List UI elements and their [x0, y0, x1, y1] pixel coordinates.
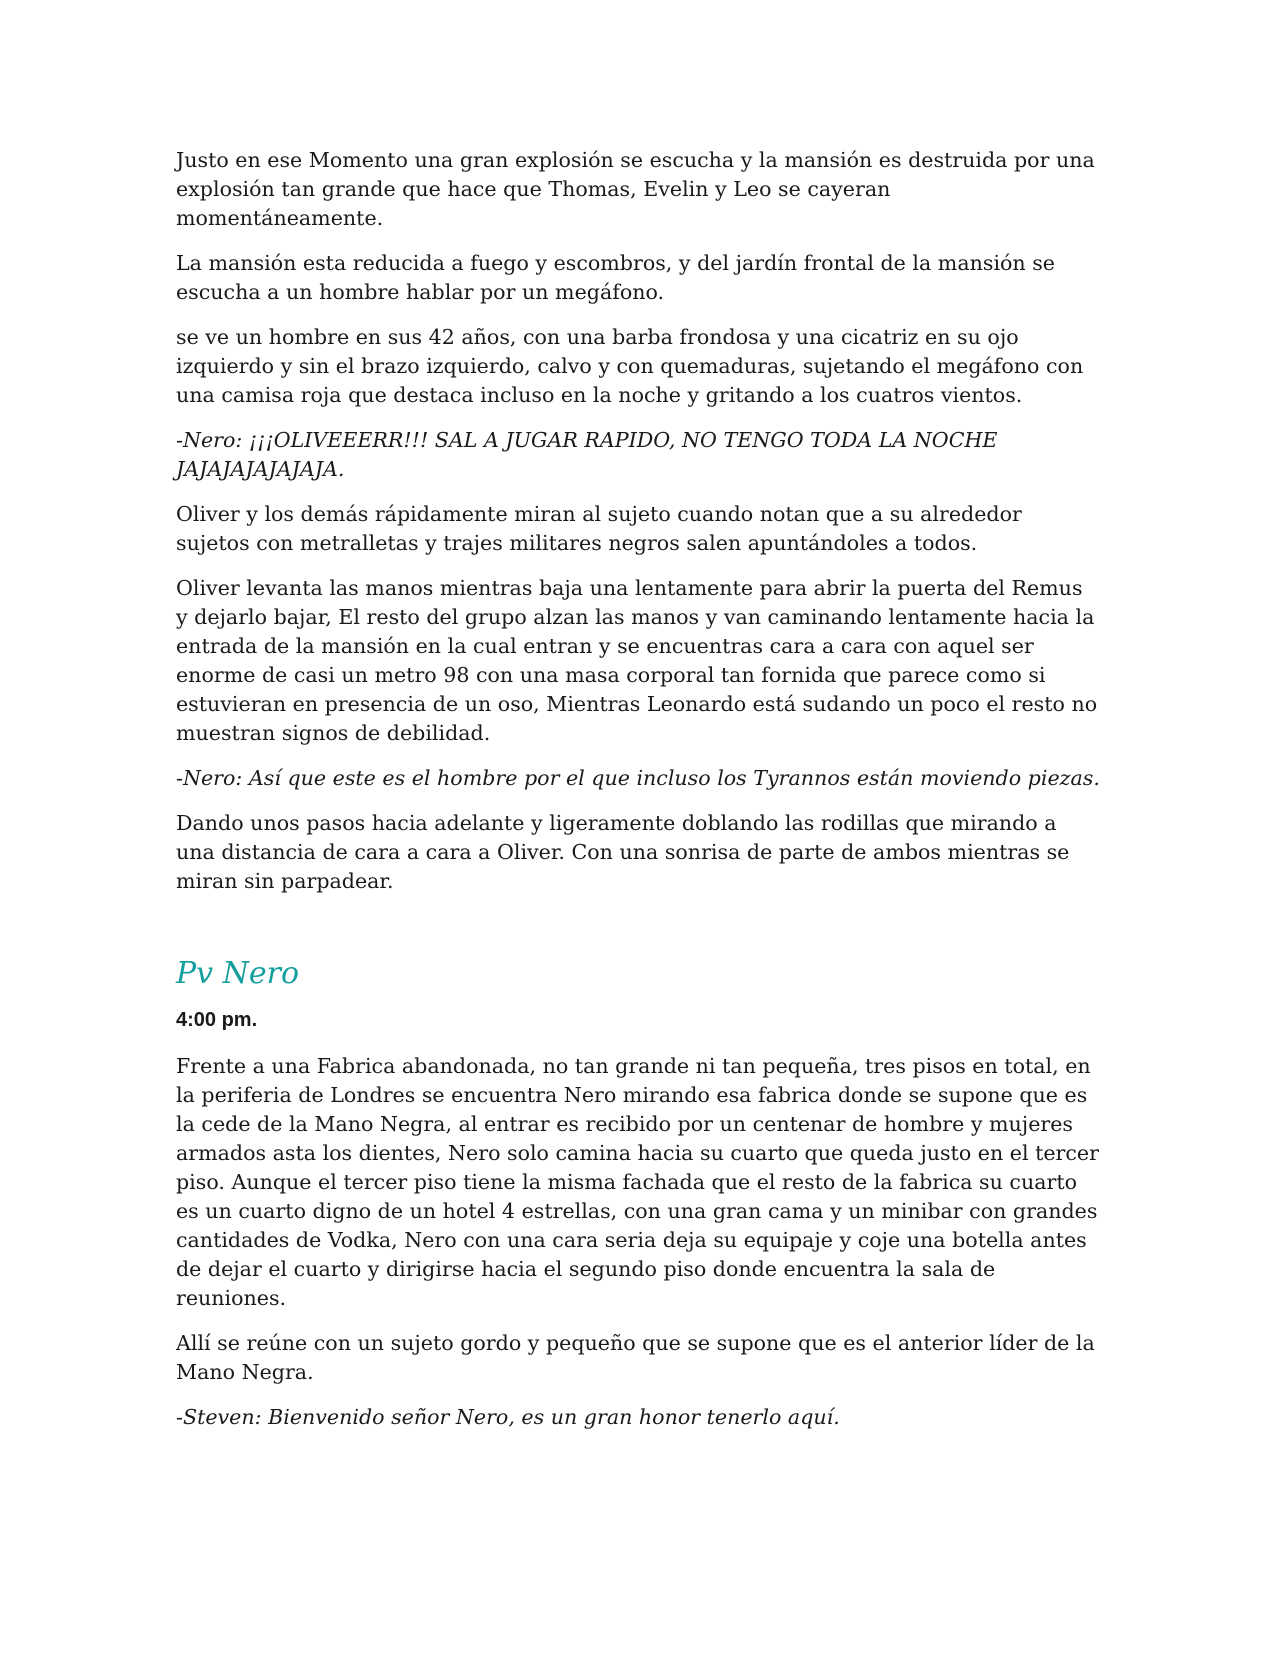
paragraph-dialogue: -Steven: Bienvenido señor Nero, es un gran honor tenerlo aquí. — [176, 1405, 840, 1429]
paragraph-narration: Justo en ese Momento una gran explosión se escucha y la mansión es destruida por una explosión tan grande que hace que Thomas, Evelin y Leo se cayeran momentáneamente. — [176, 148, 1095, 230]
paragraph-narration: se ve un hombre en sus 42 años, con una barba frondosa y una cicatriz en su ojo izquierdo y sin el brazo izquierdo, calvo y con quemaduras, sujetando el megáfono con una camisa roja que destaca incluso en la noche y gritando a los cuatros vientos. — [176, 325, 1084, 407]
paragraph-dialogue: -Nero: Así que este es el hombre por el que incluso los Tyrannos están moviendo piezas. — [176, 766, 1100, 790]
paragraph-narration: Oliver y los demás rápidamente miran al sujeto cuando notan que a su alrededor sujetos con metralletas y trajes militares negros salen apuntándoles a todos. — [176, 502, 1022, 555]
paragraph-narration: La mansión esta reducida a fuego y escombros, y del jardín frontal de la mansión se escucha a un hombre hablar por un megáfono. — [176, 251, 1055, 304]
section-heading: Pv Nero — [176, 956, 300, 991]
time-label: 4:00 pm. — [176, 1009, 258, 1031]
section-spacer — [176, 912, 1100, 952]
paragraph-narration: Allí se reúne con un sujeto gordo y pequeño que se supone que es el anterior líder de la Mano Negra. — [176, 1331, 1095, 1384]
paragraph-narration: Oliver levanta las manos mientras baja una lentamente para abrir la puerta del Remus y dejarlo bajar, El resto del grupo alzan las manos y van caminando lentamente hacia la entrada de la mansión en la cual entran y se encuentras cara a cara con aquel ser enorme de casi un metro 98 con una masa corporal tan fornida que parece como si estuvieran en presencia de un oso, Mientras Leonardo está sudando un poco el resto no muestran signos de debilidad. — [176, 576, 1098, 745]
document-page — [176, 146, 1100, 1448]
paragraph-narration: Frente a una Fabrica abandonada, no tan grande ni tan pequeña, tres pisos en total, en la periferia de Londres se encuentra Nero mirando esa fabrica donde se supone que es la cede de la Mano Negra, al entrar es recibido por un centenar de hombre y mujeres armados asta los dientes, Nero solo camina hacia su cuarto que queda justo en el tercer piso. Aunque el tercer piso tiene la misma fachada que el resto de la fabrica su cuarto es un cuarto digno de un hotel 4 estrellas, con una gran cama y un minibar con grandes cantidades de Vodka, Nero con una cara seria deja su equipaje y coje una botella antes de dejar el cuarto y dirigirse hacia el segundo piso donde encuentra la sala de reuniones. — [176, 1054, 1099, 1310]
paragraph-dialogue: -Nero: ¡¡¡OLIVEEERR!!! SAL A JUGAR RAPIDO, NO TENGO TODA LA NOCHE JAJAJAJAJAJAJA. — [176, 428, 998, 481]
paragraph-narration: Dando unos pasos hacia adelante y ligeramente doblando las rodillas que mirando a una distancia de cara a cara a Oliver. Con una sonrisa de parte de ambos mientras se miran sin parpadear. — [176, 811, 1070, 893]
